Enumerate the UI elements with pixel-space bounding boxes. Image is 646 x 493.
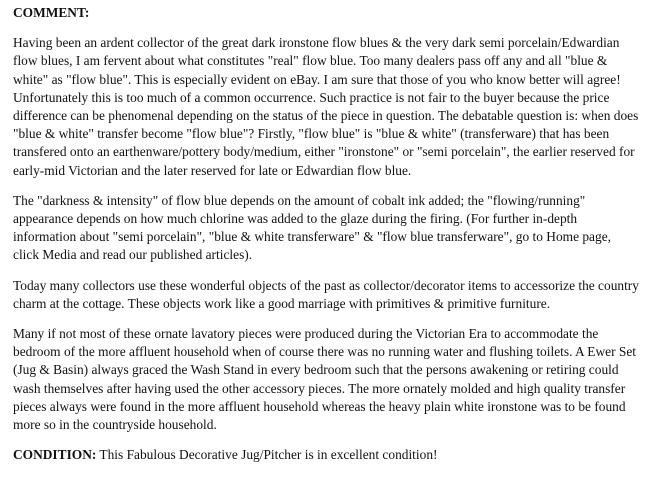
condition-line (13, 446, 639, 464)
condition-text: This Fabulous Decorative Jug/Pitcher is in excellent condition! (96, 447, 438, 463)
paragraph-collectors: Today many collectors use these wonderful objects of the past as collector/decorator items to accessorize the country charm at the cottage. These objects work like a good marriage with primitives & primitive furniture. (13, 277, 639, 311)
listing-description (13, 4, 639, 476)
paragraph-victorian-era: Many if not most of these ornate lavatory pieces were produced during the Victorian Era to accommodate the bedroom of the more affluent household when of course there was no running water and flushing toilets. A Ewer Set (Jug & Basin) always graced the Wash Stand in every bedroom such that the persons awakening or retiring could wash themselves after having used the other accessory pieces. The more ornately molded and high quality transfer pieces always were found in the more affluent household whereas the heavy plain white ironstone was to be found more so in the countryside household. (13, 326, 637, 433)
comment-heading: COMMENT: (13, 5, 90, 20)
paragraph-darkness-intensity: The "darkness & intensity" of flow blue depends on the amount of cobalt ink added; the "flowing/running" appearance depends on how much chlorine was added to the glaze during the firing. (For further in-depth information about "semi porcelain", "blue & white transferware" & "flow blue transferware", go to Home page, click Media and read our published articles). (13, 192, 611, 263)
condition-label: CONDITION: (13, 447, 97, 463)
paragraph-flow-blue-definition: Having been an ardent collector of the great dark ironstone flow blues & the very dark semi porcelain/Edwardian flow blues, I am fervent about what constitutes "real" flow blue. Too many dealers pass off any and all "blue & white" as "flow blue". This is especially evident on eBay. I am sure that those of you who know better will agree! Unfortunately this is too much of a common occurrence. Such practice is not fair to the buyer because the price difference can be phenomenal depending on the status of the piece in question. The debatable question is: when does "blue & white" transfer become "flow blue"? Firstly, "flow blue" is "blue & white" (transferware) that has been transfered onto an earthenware/pottery body/medium, either "ironstone" or "semi porcelain", the earlier reserved for early-mid Victorian and the later reserved for late or Edwardian flow blue. (13, 35, 639, 178)
